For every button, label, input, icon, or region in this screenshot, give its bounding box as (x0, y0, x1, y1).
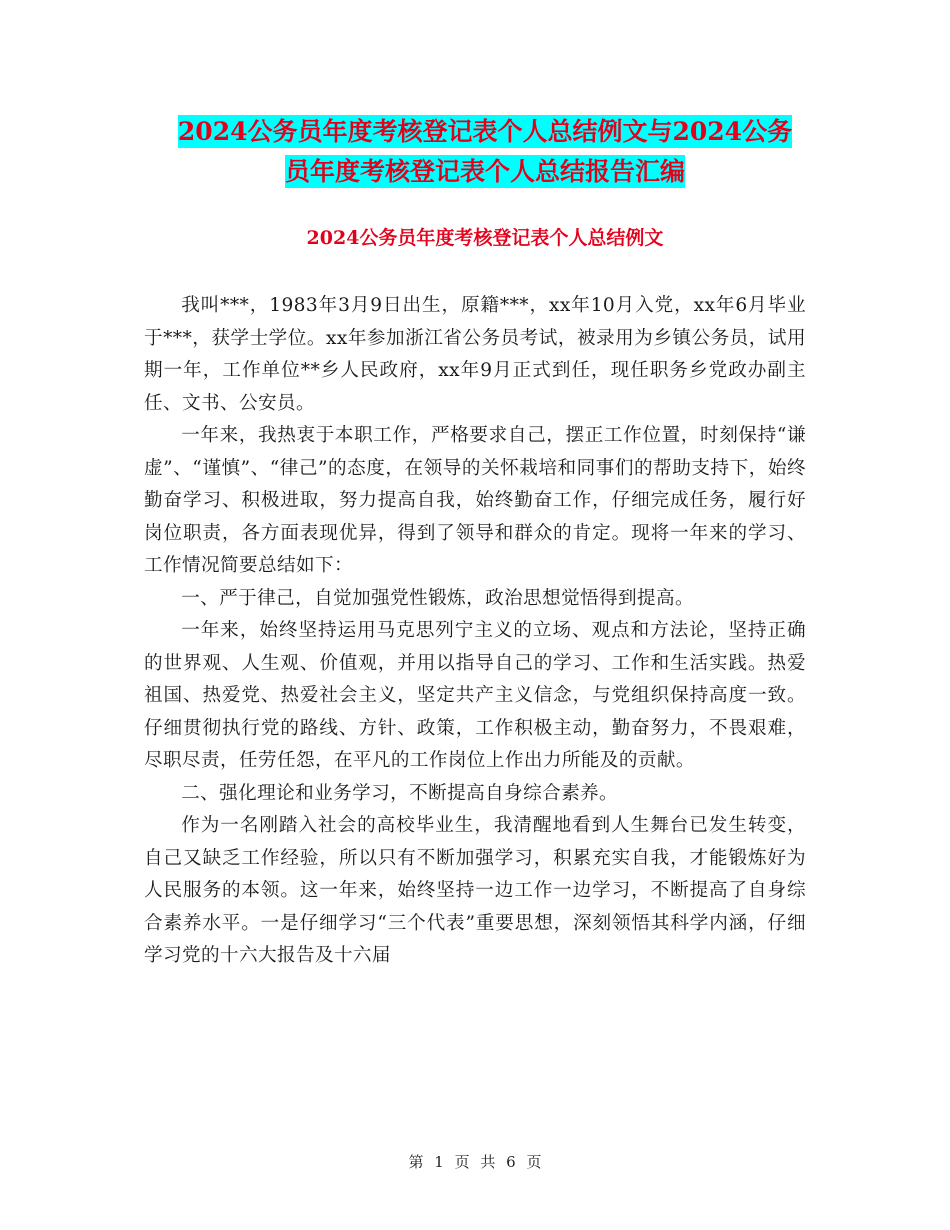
section-title: 2024公务员年度考核登记表个人总结例文 (306, 227, 664, 249)
section-heading: 一、严于律己，自觉加强党性锻炼，政治思想觉悟得到提高。 (181, 587, 695, 609)
document-title (140, 112, 830, 192)
document-body (144, 290, 806, 973)
document-title-line2: 员年度考核登记表个人总结报告汇编 (284, 157, 685, 186)
page-number-footer: 第 1 页 共 6 页 (408, 1153, 542, 1171)
section-heading: 二、强化理论和业务学习，不断提高自身综合素养。 (181, 782, 619, 804)
document-title-line1: 2024公务员年度考核登记表个人总结例文与2024公务 (177, 117, 793, 146)
paragraph: 我叫***，1983年3月9日出生，原籍***，xx年10月入党，xx年6月毕业于***，获学士学位。xx年参加浙江省公务员考试，被录用为乡镇公务员，试用期一年，工作单位**乡人民政府，xx年9月正式到任，现任职务乡党政办副主任、文书、公安员。 (144, 295, 806, 414)
paragraph: 作为一名刚踏入社会的高校毕业生，我清醒地看到人生舞台已发生转变，自己又缺乏工作经验，所以只有不断加强学习，积累充实自我，才能锻炼好为人民服务的本领。这一年来，始终坚持一边工作一边学习，不断提高了自身综合素养水平。一是仔细学习“三个代表”重要思想，深刻领悟其科学内涵，仔细学习党的十六大报告及十六届 (144, 815, 806, 966)
paragraph: 一年来，始终坚持运用马克思列宁主义的立场、观点和方法论，坚持正确的世界观、人生观、价值观，并用以指导自己的学习、工作和生活实践。热爱祖国、热爱党、热爱社会主义，坚定共产主义信念，与党组织保持高度一致。仔细贯彻执行党的路线、方针、政策，工作积极主动，勤奋努力，不畏艰难，尽职尽责，任劳任怨，在平凡的工作岗位上作出力所能及的贡献。 (144, 620, 806, 771)
paragraph: 一年来，我热衷于本职工作，严格要求自己，摆正工作位置，时刻保持“谦虚”、“谨慎”、“律己”的态度，在领导的关怀栽培和同事们的帮助支持下，始终勤奋学习、积极进取，努力提高自我，始终勤奋工作，仔细完成任务，履行好岗位职责，各方面表现优异，得到了领导和群众的肯定。现将一年来的学习、工作情况简要总结如下： (144, 425, 806, 576)
